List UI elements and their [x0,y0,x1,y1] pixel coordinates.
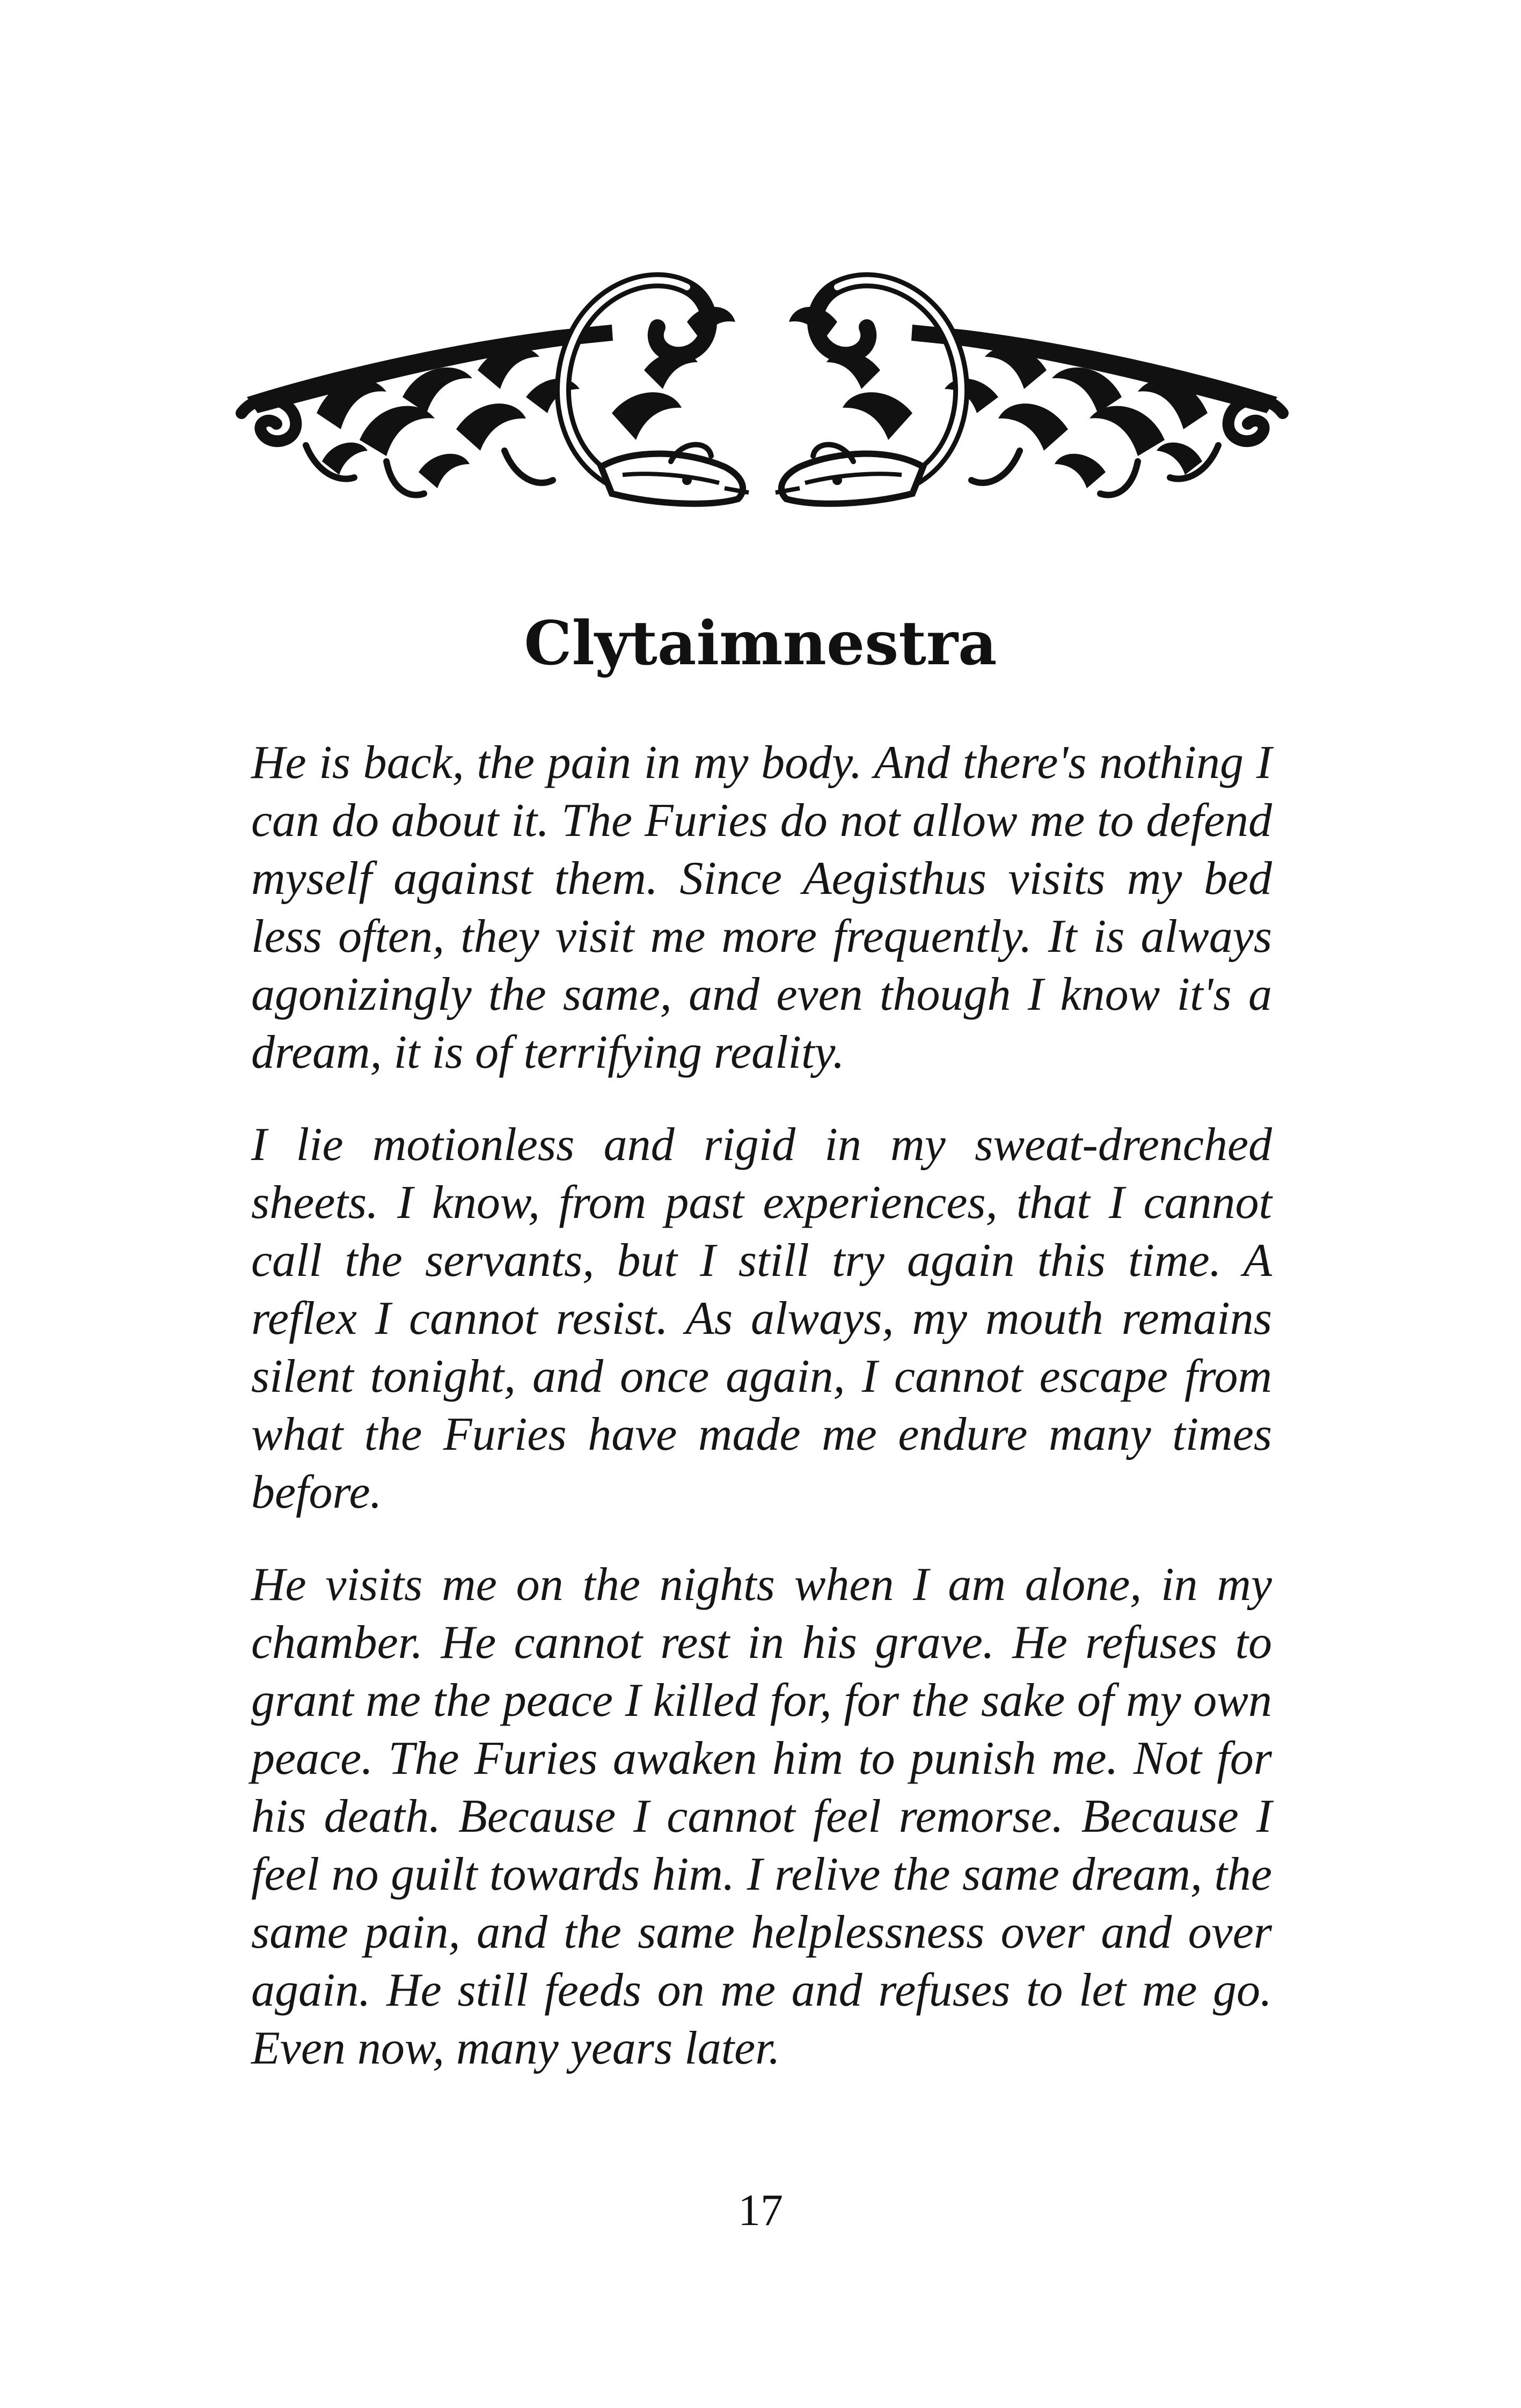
paragraph: I lie motionless and rigid in my sweat-drenched sheets. I know, from past experiences, that I cannot call the servants, but I still try again this time. A reflex I cannot resist. As always, my mouth remains silent tonight, and once again, I cannot escape from what the Furies have made me endure many times before. [251,1119,1272,1518]
paragraph: He visits me on the nights when I am alone, in my chamber. He cannot rest in his grave. He refuses to grant me the peace I killed for, for the sake of my own peace. The Furies awaken him to punish me. Not for his death. Because I cannot feel remorse. Because I feel no guilt towards him. I relive the same dream, the same pain, and the same helplessness over and over again. He still feeds on me and refuses to let me go. Even now, many years later. [251,1559,1272,2074]
chapter-body [251,734,1272,2112]
ornament-headpiece-icon [225,236,1299,537]
chapter-title: Clytaimnestra [524,608,997,679]
paragraph: He is back, the pain in my body. And there's nothing I can do about it. The Furies do not allow me to defend myself against them. Since Aegisthus visits my bed less often, they visit me more frequently. It is always agonizingly the same, and even though I know it's a dream, it is of terrifying reality. [251,737,1272,1078]
page-number: 17 [738,2185,783,2235]
